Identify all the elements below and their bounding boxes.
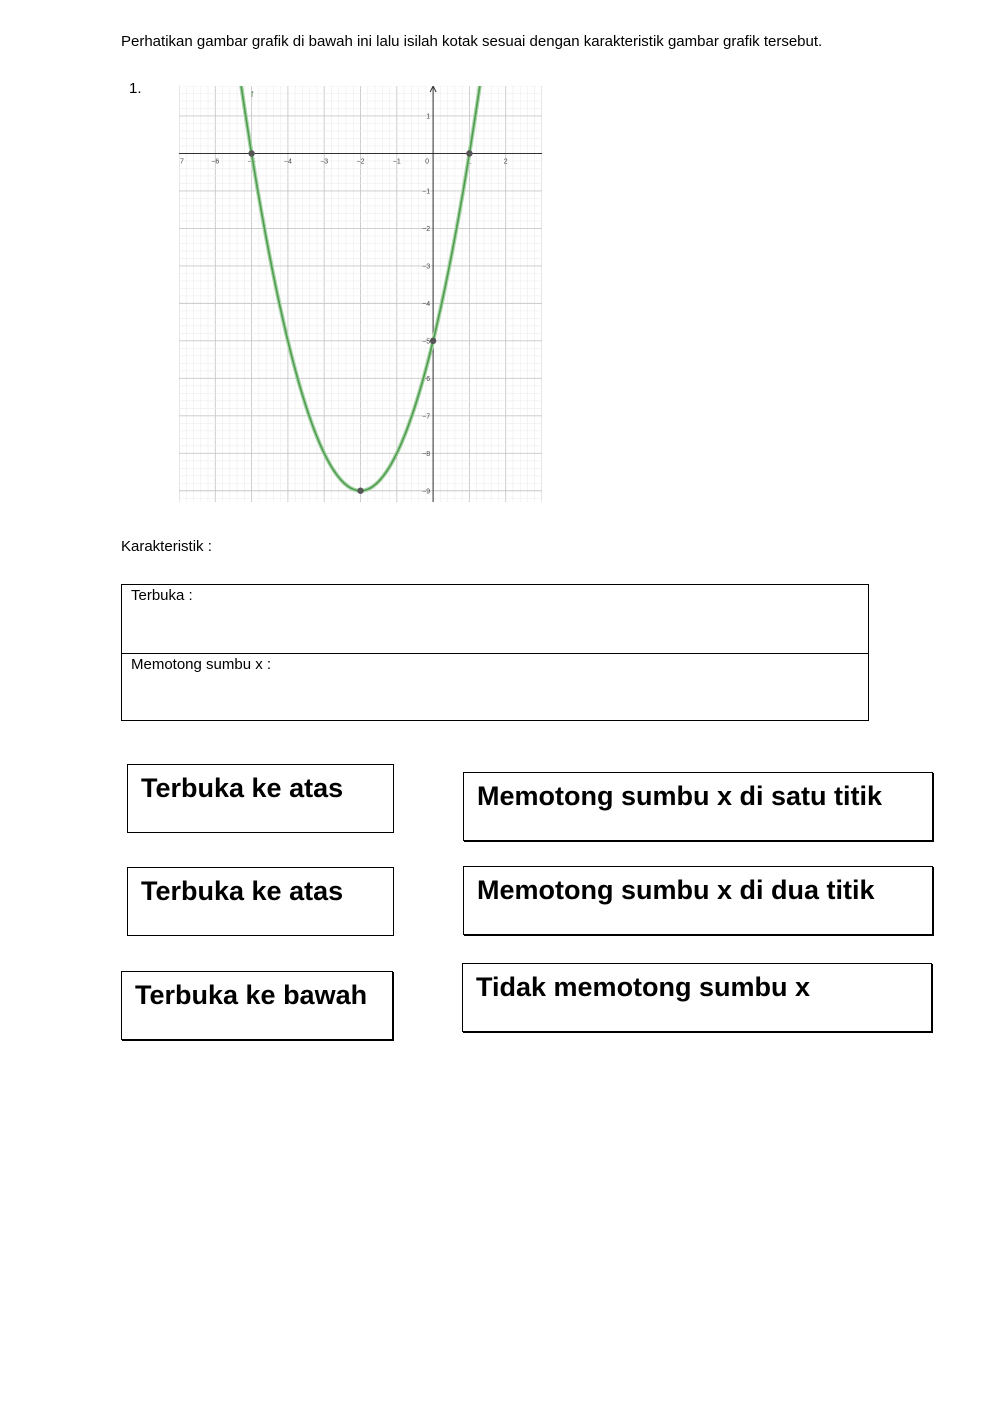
x-tick-label: 2 [503, 158, 508, 166]
curve-point [430, 338, 436, 344]
card-memotong-satu-titik[interactable]: Memotong sumbu x di satu titik [463, 772, 933, 841]
card-terbuka-ke-atas-1[interactable]: Terbuka ke atas [127, 764, 394, 833]
card-memotong-dua-titik[interactable]: Memotong sumbu x di dua titik [463, 866, 933, 935]
answer-row-terbuka[interactable] [122, 585, 868, 653]
x-tick-label: 1 [467, 158, 472, 166]
card-tidak-memotong[interactable]: Tidak memotong sumbu x [462, 963, 932, 1032]
x-tick-label: 7 [180, 158, 184, 166]
y-tick-label: 1 [426, 113, 431, 121]
x-tick-label: −3 [320, 158, 329, 166]
question-number: 1. [129, 80, 142, 97]
answer-label-memotong: Memotong sumbu x : [131, 656, 272, 673]
x-tick-label: −1 [392, 158, 401, 166]
card-terbuka-ke-bawah[interactable]: Terbuka ke bawah [121, 971, 393, 1040]
instruction-text: Perhatikan gambar grafik di bawah ini lalu isilah kotak sesuai dengan karakteristik gambar grafik tersebut. [121, 33, 823, 50]
function-label: f [250, 90, 254, 99]
x-tick-label: −2 [356, 158, 365, 166]
card-terbuka-ke-atas-2[interactable]: Terbuka ke atas [127, 867, 394, 936]
answer-table [121, 584, 869, 721]
curve-point [248, 150, 254, 156]
x-tick-label: −6 [211, 158, 220, 166]
y-tick-label: −6 [422, 375, 431, 383]
y-tick-label: −7 [422, 413, 431, 421]
parabola-graph [179, 86, 542, 502]
answer-row-memotong[interactable] [122, 653, 868, 720]
y-tick-label: −1 [422, 188, 431, 196]
x-tick-label: −5 [247, 158, 256, 166]
curve-point [466, 150, 472, 156]
y-tick-label: −8 [422, 450, 431, 458]
y-tick-label: −9 [422, 488, 431, 496]
curve-point [357, 488, 363, 494]
answer-label-terbuka: Terbuka : [131, 587, 193, 604]
x-tick-label: −4 [283, 158, 292, 166]
characteristics-label: Karakteristik : [121, 538, 212, 555]
x-tick-label: 0 [425, 158, 430, 166]
y-tick-label: −3 [422, 263, 431, 271]
y-tick-label: −5 [422, 338, 431, 346]
y-tick-label: −2 [422, 225, 431, 233]
y-tick-label: −4 [422, 300, 431, 308]
